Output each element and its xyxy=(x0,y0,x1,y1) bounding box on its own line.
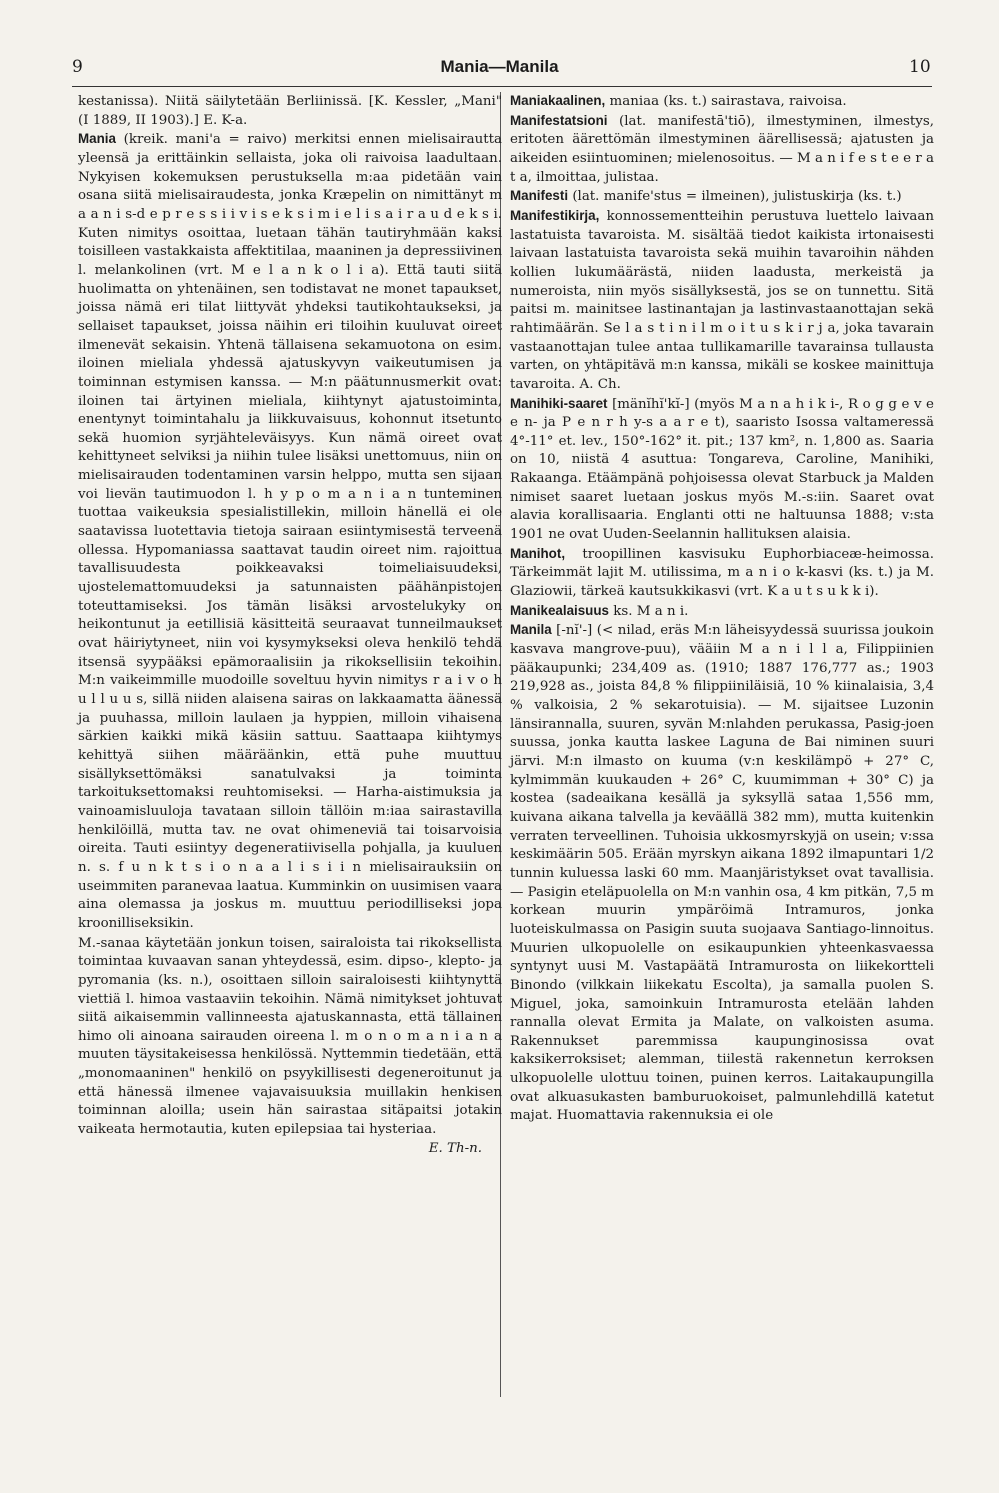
entry-paragraph xyxy=(510,207,934,395)
entry-text: (lat. manifestā'tiō), ilmestyminen, ilmestys, eritoten äärettömän ilmestyminen äärellisessä; ajatusten ja aikeiden esiintuominen; mielenosoitus. — M a n i f e s t e e r a t a, ilmoittaa, julistaa. xyxy=(510,113,934,185)
entry-headword: Manifesti xyxy=(510,188,569,204)
entry-text: [mänĭhĭ'kĭ-] (myös M a n a h i k i-, R o g g e v e e n- ja P e n r h y-s a a r e t), saaristo Isossa valtameressä 4°-11° et. lev., 150°-162° it. pit.; 137 km², n. 1,800 as. Saaria on 10, niistä 4 asuttua: Tongareva, Caroline, Manihiki, Rakaanga. Etäämpänä pohjoisessa olevat Starbuck ja Malden nimiset saaret luetaan joskus myös M.-s:iin. Saaret ovat alavia korallisaaria. Englanti otti ne haltuunsa 1888; v:sta 1901 ne ovat Uuden-Seelannin hallituksen alaisia. xyxy=(510,396,934,543)
entry-headword: Mania xyxy=(78,131,116,147)
entry-text: kestanissa). Niitä säilytetään Berliinissä. [K. Kessler, „Mani" (I 1889, II 1903).] E. K-a. xyxy=(78,94,502,128)
entry-paragraph xyxy=(78,92,502,130)
entry-headword: Manila xyxy=(510,622,552,638)
entry-paragraph xyxy=(510,395,934,545)
author-signature: E. Th-n. xyxy=(428,1140,482,1156)
left-column xyxy=(78,92,502,1158)
entry-paragraph xyxy=(510,621,934,1126)
entry-paragraph xyxy=(510,545,934,602)
entry-headword: Manihot, xyxy=(510,545,566,561)
entry-text: troopillinen kasvisuku Euphorbiaceæ-heimossa. Tärkeimmät lajit M. utilissima, m a n i o k-kasvi (ks. t.) ja M. Glaziowii, tärkeä kautsukkikasvi (vrt. K a u t s u k k i). xyxy=(510,546,934,600)
entry-paragraph xyxy=(78,934,502,1140)
entry-paragraph xyxy=(510,112,934,188)
running-header-title: Mania—Manila xyxy=(440,57,559,76)
entry-text: (lat. manife'stus = ilmeinen), julistuskirja (ks. t.) xyxy=(572,189,902,205)
entry-paragraph xyxy=(78,130,502,933)
entry-headword: Manikealaisuus xyxy=(510,602,609,618)
entry-text: konnossementteihin perustuva luettelo laivaan lastatuista tavaroista. M. sisältää tiedot kaikista irtonaisesti laivaan lastatuista tavaroista sekä muihin tavaroihin nähden kollien lukumäärästä, niiden laadusta, merkeistä ja numeroista, niin myös sisällyksestä, jos se on tunnettu. Sitä paitsi m. mainitsee lastinantajan ja lastinvastaanottajan sekä rahtimäärän. Se l a s t i n i l m o i t u s k i r j a, joka tavarain vastaanottajan tulee antaa tullikamarille tavarainsa tullausta varten, on yhtäpitävä m:n kanssa, mikäli se koskee mainittuja tavaroita. A. Ch. xyxy=(510,208,935,392)
entry-headword: Maniakaalinen, xyxy=(510,93,606,108)
right-column xyxy=(510,92,934,1126)
entry-text: M.-sanaa käytetään jonkun toisen, sairaloista tai rikoksellista toimintaa kuvaavan sanan yhteydessä, esim. dipso-, klepto- ja pyromania (ks. n.), osoittaen silloin sairaloisesti kiihtynyttä viettiä l. himoa vastaaviin tekoihin. Nämä nimitykset johtuvat siitä aikaisemmin vallinneesta ajatuskannasta, että tällainen himo oli ainoana sairauden oireena l. m o n o m a n i a n a muuten täysitakeisessa henkilössä. Nyttemmin tiedetään, että „monomaaninen" henkilö on psyykillisesti degeneroitunut ja että hänessä ilmenee vajavaisuuksia muillakin henkisen toiminnan aloilla; usein hän sairastaa sitäpaitsi jotakin vaikeata hermotautia, kuten epilepsiaa tai hysteriaa. xyxy=(78,935,502,1138)
entry-text: (kreik. mani'a = raivo) merkitsi ennen mielisairautta yleensä ja erittäinkin sellaista, joka oli raivoisa laadultaan. Nykyisen kokemuksen perustuksella m:aa pidetään vain osana siitä mielisairaudesta, jonka Kræpelin on nimittänyt m a a n i s-d e p r e s s i i v i s e k s i m i e l i s a i r a u d e k s i. Kuten nimitys osoittaa, luetaan tähän tautiryhmään kaksi toisilleen vastakkaista affektitilaa, maaninen ja depressiivinen l. melankolinen (vrt. M e l a n k o l i a). Että tauti siitä huolimatta on yhtenäinen, sen todistavat ne monet tapaukset, joissa nämä eri tilat liittyvät yhdeksi tautikohtaukseksi, ja sellaiset tapaukset, joissa näihin eri tiloihin kuuluvat oireet ilmenevät sekaisin. Yhtenä tällaisena sekamuotona on esim. iloinen mieliala yhdessä ajatuskyvyn vaikeutumisen ja toiminnan estymisen kanssa. — M:n päätunnusmerkit ovat: iloinen tai ärtyinen mieliala, kiihtynyt ajatustoiminta, enentynyt toimintahalu ja liikkuvaisuus, kohonnut itsetunto sekä huomion syrjähteleväisyys. Kun nämä oireet ovat kehittyneet selviksi ja niihin tulee lisäksi unettomuus, niin on mielisairauden todentaminen varsin helppo, mutta sen sijaan voi lievän tautimuodon l. h y p o m a n i a n tunteminen tuottaa vaikeuksia spesialistillekin, milloin hänellä ei ole saatavissa luotettavia tietoja sairaan esiintymisestä terveenä ollessa. Hypomaniassa saattavat taudin oireet nim. rajoittua tavallisuudesta poikkeavaksi toimeliaisuudeksi, ujostelemattomuudeksi ja satunnaisten päähänpistojen toteuttamiseksi. Jos tämän lisäksi arvostelukyky on heikontunut ja eetillisiä käsitteitä seuraavat tunneilmaukset ovat häiriytyneet, niin voi kysymykseksi oleva henkilö tehdä itsensä syypääksi epämoraalisiin ja rikoksellisiin tekoihin. M:n vaikeimmille muodoille soveltuu hyvin nimitys r a i v o h u l l u u s, sillä niiden alaisena sairas on lakkaamatta äänessä ja puuhassa, milloin laulaen ja hyppien, milloin vihaisena särkien kaikki mikä käsiin sattuu. Saattaapa kiihtymys kehittyä siihen määräänkin, että puhe muuttuu sisällyksettömäksi sanatulvaksi ja toiminta tarkoituksettomaksi reuhtomiseksi. — Harha-aistimuksia ja vainoamisluuloja tavataan silloin tällöin m:iaa sairastavilla henkilöillä, mutta tav. ne ovat ohimeneviä tai toisarvoisia oireita. Tauti esiintyy degeneratiivisella pohjalla, ja kuuluen n. s. f u n k t s i o n a a l i s i i n mielisairauksiin on useimmiten paranevaa laatua. Kumminkin on uusimisen vaara aina olemassa ja joskus m. muuttuu periodilliseksi jopa kroonilliseksikin. xyxy=(78,132,502,931)
entry-paragraph xyxy=(510,602,934,622)
page-number-right: 10 xyxy=(909,57,931,77)
entry-text: [-nĭ'-] (< nilad, eräs M:n läheisyydessä suurissa joukoin kasvava mangrove-puu), vääiin M a n i l l a, Filippiinien pääkaupunki; 234,409 as. (1910; 1887 176,777 as.; 1903 219,928 as., joista 84,8 % filippiiniläisiä, 10 % kiinalaisia, 3,4 % valkoisia, 2 % sekarotuisia). — M. sijaitsee Luzonin länsirannalla, suuren, syvän M:nlahden perukassa, Pasig-joen suussa, jonka kautta laskee Laguna de Bai niminen suuri järvi. M:n ilmasto on kuuma (v:n keskilämpö + 27° C, kylmimmän kuukauden + 26° C, kuumimman + 30° C) ja kostea (sadeaikana kesällä ja syksyllä sataa 1,556 mm, kuivana aikana talvella ja keväällä 382 mm), mutta kuitenkin verraten terveellinen. Tuhoisia ukkosmyrskyjä on usein; v:ssa keskimäärin 505. Erään myrskyn aikana 1892 ilmapuntari 1/2 tunnin kuluessa laski 60 mm. Maanjäristykset ovat tavallisia. — Pasigin eteläpuolella on M:n vanhin osa, 4 km pitkän, 7,5 m korkean muurin ympäröimä Intramuros, jonka luoteiskulmassa on Pasigin suuta suojaava Santiago-linnoitus. Muurien ulkopuolelle on esikaupunkien yhteenkasvaessa syntynyt uusi M. Vastapäätä Intramurosta on liikekortteli Binondo (vilkkain liikekatu Escolta), ja samalla puolen S. Miguel, joka, samoinkuin Intramurosta etelään lahden rannalla olevat Ermita ja Malate, on valkoisten asuma. Rakennukset paremmissa kaupunginosissa ovat kaksikerroksiset; alemman, tiilestä rakennetun kerroksen ulkopuolelle ulottuu toinen, puinen kerros. Laitakaupungilla ovat alkuasukasten bamburuokoiset, palmunlehdillä katetut majat. Huomattavia rakennuksia ei ole xyxy=(510,623,934,1124)
entry-text: maniaa (ks. t.) sairastava, raivoisa. xyxy=(609,94,847,109)
entry-text: ks. M a n i. xyxy=(613,603,689,619)
page-number-left: 9 xyxy=(72,57,83,77)
entry-paragraph xyxy=(510,92,934,112)
entry-paragraph xyxy=(510,187,934,207)
entry-headword: Manifestatsioni xyxy=(510,112,608,128)
entry-headword: Manihiki-saaret xyxy=(510,395,608,411)
entry-headword: Manifestikirja, xyxy=(510,207,600,223)
header-rule xyxy=(72,86,932,87)
